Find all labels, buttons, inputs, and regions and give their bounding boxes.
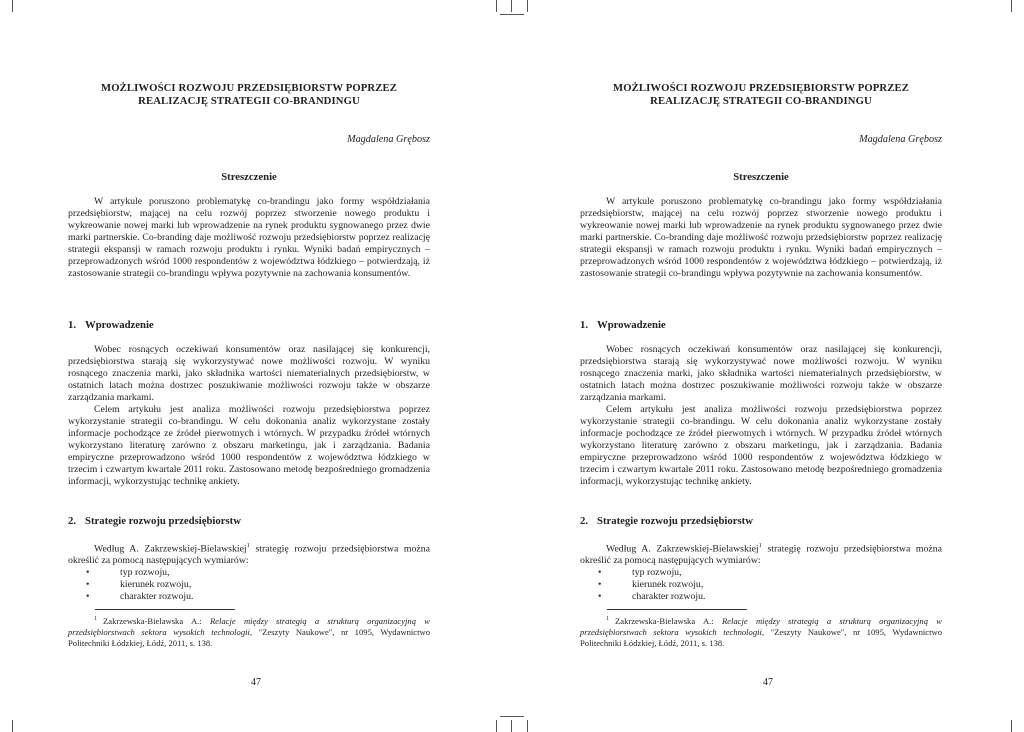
crop-mark-bottom-mid-v1 [496,720,497,732]
section-2-text-after: strategię rozwoju przedsiębiorstwa można określić za pomocą następujących wymiarów: [68,543,430,567]
list-item-text: kierunek rozwoju, [120,579,192,591]
section-1-paragraph-1: Wobec rosnących oczekiwań konsumentów oraz nasilającej się konkurencji, przedsiębiorstwa starają się wykorzystywać nowe możliwości rozwoju. W wyniku rosnącego znaczenia marki, jako składnika wartości niematerialnych przedsiębiorstw, w ostatnich latach można dostrzec poszukiwanie możliwości rozwoju także w obszarze zarządzania markami. [68,344,430,403]
crop-mark-top-mid-h [500,14,512,15]
section-2-body [68,540,430,603]
bullet-icon: • [86,567,90,579]
title-line-1: MOŻLIWOŚCI ROZWOJU PRZEDSIĘBIORSTW POPRZEZ [101,82,397,94]
crop-mark-bottom-left-v [12,720,13,732]
dimensions-list [580,567,942,603]
list-item-text: typ rozwoju, [632,567,682,579]
footnote [68,614,430,649]
footnote-reference[interactable]: 1 [758,542,762,549]
title-line-1: MOŻLIWOŚCI ROZWOJU PRZEDSIĘBIORSTW POPRZEZ [613,82,909,94]
list-item [68,579,430,591]
footnote-source: , "Zeszyty Naukowe", nr 1095, Wydawnictwo Politechniki Łódzkiej, Łódź, 2011, s. 138. [68,626,430,648]
bullet-icon: • [598,567,602,579]
crop-mark-bottom-mid-h2 [512,716,524,717]
crop-mark-top-right-v [1011,0,1012,12]
footnote-number: 1 [94,616,97,622]
section-1-body [68,344,430,488]
footnote-divider [607,609,747,610]
crop-mark-bottom-right-v [1011,720,1012,732]
footnote-reference[interactable]: 1 [246,542,250,549]
abstract-heading: Streszczenie [733,171,789,183]
document-page-right [512,0,1024,732]
section-2-text-before: Według A. Zakrzewskiej-Bielawskiej [94,543,247,555]
list-item [580,591,942,603]
footnote-author: Zakrzewska-Bielawska A.: [103,615,210,626]
list-item-text: kierunek rozwoju, [632,579,704,591]
footnote-number: 1 [606,616,609,622]
section-2-paragraph [68,540,430,567]
abstract-heading: Streszczenie [221,171,277,183]
crop-mark-top-mid-v2 [511,0,512,12]
section-1-heading [68,319,430,331]
section-2-heading [580,515,942,527]
bullet-icon: • [598,579,602,591]
list-item-text: charakter rozwoju. [632,591,706,603]
list-item-text: charakter rozwoju. [120,591,194,603]
section-2-number: 2. [68,515,77,527]
crop-mark-top-left-v [12,0,13,12]
abstract-text: W artykule poruszono problematykę co-brandingu jako formy współdziałania przedsiębiorstw, mającej na celu rozwój poprzez stworzenie nowego produktu i wykreowanie nowej marki lub wprowadzenie na rynek produktu sygnowanego przez dwie marki partnerskie. Co-branding daje możliwość rozwoju przedsiębiorstw poprzez realizację strategii ekspansji w ramach rozwoju produktu i rynku. Wyniki badań empirycznych – przeprowadzonych wśród 1000 respondentów z województwa łódzkiego – potwierdzają, iż zastosowanie strategii co-brandingu wpływa pozytywnie na zachowania konsumentów. [580,196,942,279]
crop-mark-top-mid-v3 [527,0,528,12]
abstract-text: W artykule poruszono problematykę co-brandingu jako formy współdziałania przedsiębiorstw, mającej na celu rozwój poprzez stworzenie nowego produktu i wykreowanie nowej marki lub wprowadzenie na rynek produktu sygnowanego przez dwie marki partnerskie. Co-branding daje możliwość rozwoju przedsiębiorstw poprzez realizację strategii ekspansji w ramach rozwoju produktu i rynku. Wyniki badań empirycznych – przeprowadzonych wśród 1000 respondentów z województwa łódzkiego – potwierdzają, iż zastosowanie strategii co-brandingu wpływa pozytywnie na zachowania konsumentów. [68,196,430,279]
section-1-paragraph-2: Celem artykułu jest analiza możliwości rozwoju przedsiębiorstwa poprzez wykorzystanie strategii co-brandingu. W celu dokonania analiz wykorzystane zostały informacje pochodzące ze źródeł pierwotnych i wtórnych. W przypadku źródeł wtórnych wykorzystano literaturę zarówno z obszaru marketingu, jak i zarządzania. Badania empiryczne przeprowadzono wśród 1000 respondentów z województwa łódzkiego w trzecim i czwartym kwartale 2011 roku. Zastosowano metodę bezpośredniego gromadzenia informacji, wykorzystując technikę ankiety. [68,404,430,487]
section-2-body [580,540,942,603]
page-number: 47 [763,677,773,688]
bullet-icon: • [598,591,602,603]
crop-mark-top-mid-v1 [496,0,497,12]
article-title [68,82,430,108]
crop-mark-top-mid-h2 [512,14,524,15]
list-item [68,567,430,579]
crop-mark-bottom-mid-h [500,716,512,717]
bullet-icon: • [86,591,90,603]
footnote-source: , "Zeszyty Naukowe", nr 1095, Wydawnictwo Politechniki Łódzkiej, Łódź, 2011, s. 138. [580,626,942,648]
section-1-paragraph-1: Wobec rosnących oczekiwań konsumentów oraz nasilającej się konkurencji, przedsiębiorstwa starają się wykorzystywać nowe możliwości rozwoju. W wyniku rosnącego znaczenia marki, jako składnika wartości niematerialnych przedsiębiorstw, w ostatnich latach można dostrzec poszukiwanie możliwości rozwoju także w obszarze zarządzania markami. [580,344,942,403]
section-1-body [580,344,942,488]
section-1-heading [580,319,942,331]
footnote [580,614,942,649]
section-1-number: 1. [68,319,77,331]
title-line-2: REALIZACJĘ STRATEGII CO-BRANDINGU [650,95,872,107]
section-2-text-before: Według A. Zakrzewskiej-Bielawskiej [606,543,759,555]
article-title [580,82,942,108]
section-2-text-after: strategię rozwoju przedsiębiorstwa można określić za pomocą następujących wymiarów: [580,543,942,567]
footnote-title: Relacje między strategią a strukturą organizacyjną w przedsiębiorstwach sektora wysokich technologii [68,615,430,637]
list-item [580,567,942,579]
footnote-author: Zakrzewska-Bielawska A.: [615,615,722,626]
author-name: Magdalena Grębosz [347,134,430,145]
section-1-title: Wprowadzenie [85,319,154,331]
section-2-paragraph [580,540,942,567]
section-1-number: 1. [580,319,589,331]
list-item-text: typ rozwoju, [120,567,170,579]
section-2-title: Strategie rozwoju przedsiębiorstw [85,515,241,527]
list-item [68,591,430,603]
bullet-icon: • [86,579,90,591]
author-name: Magdalena Grębosz [859,134,942,145]
crop-mark-bottom-mid-v3 [527,720,528,732]
crop-mark-bottom-mid-v2 [511,720,512,732]
section-1-paragraph-2: Celem artykułu jest analiza możliwości rozwoju przedsiębiorstwa poprzez wykorzystanie strategii co-brandingu. W celu dokonania analiz wykorzystane zostały informacje pochodzące ze źródeł pierwotnych i wtórnych. W przypadku źródeł wtórnych wykorzystano literaturę zarówno z obszaru marketingu, jak i zarządzania. Badania empiryczne przeprowadzono wśród 1000 respondentów z województwa łódzkiego w trzecim i czwartym kwartale 2011 roku. Zastosowano metodę bezpośredniego gromadzenia informacji, wykorzystując technikę ankiety. [580,404,942,487]
section-2-title: Strategie rozwoju przedsiębiorstw [597,515,753,527]
title-line-2: REALIZACJĘ STRATEGII CO-BRANDINGU [138,95,360,107]
section-2-number: 2. [580,515,589,527]
section-1-title: Wprowadzenie [597,319,666,331]
footnote-title: Relacje między strategią a strukturą organizacyjną w przedsiębiorstwach sektora wysokich technologii [580,615,942,637]
dimensions-list [68,567,430,603]
footnote-divider [95,609,235,610]
section-2-heading [68,515,430,527]
page-number: 47 [251,677,261,688]
list-item [580,579,942,591]
